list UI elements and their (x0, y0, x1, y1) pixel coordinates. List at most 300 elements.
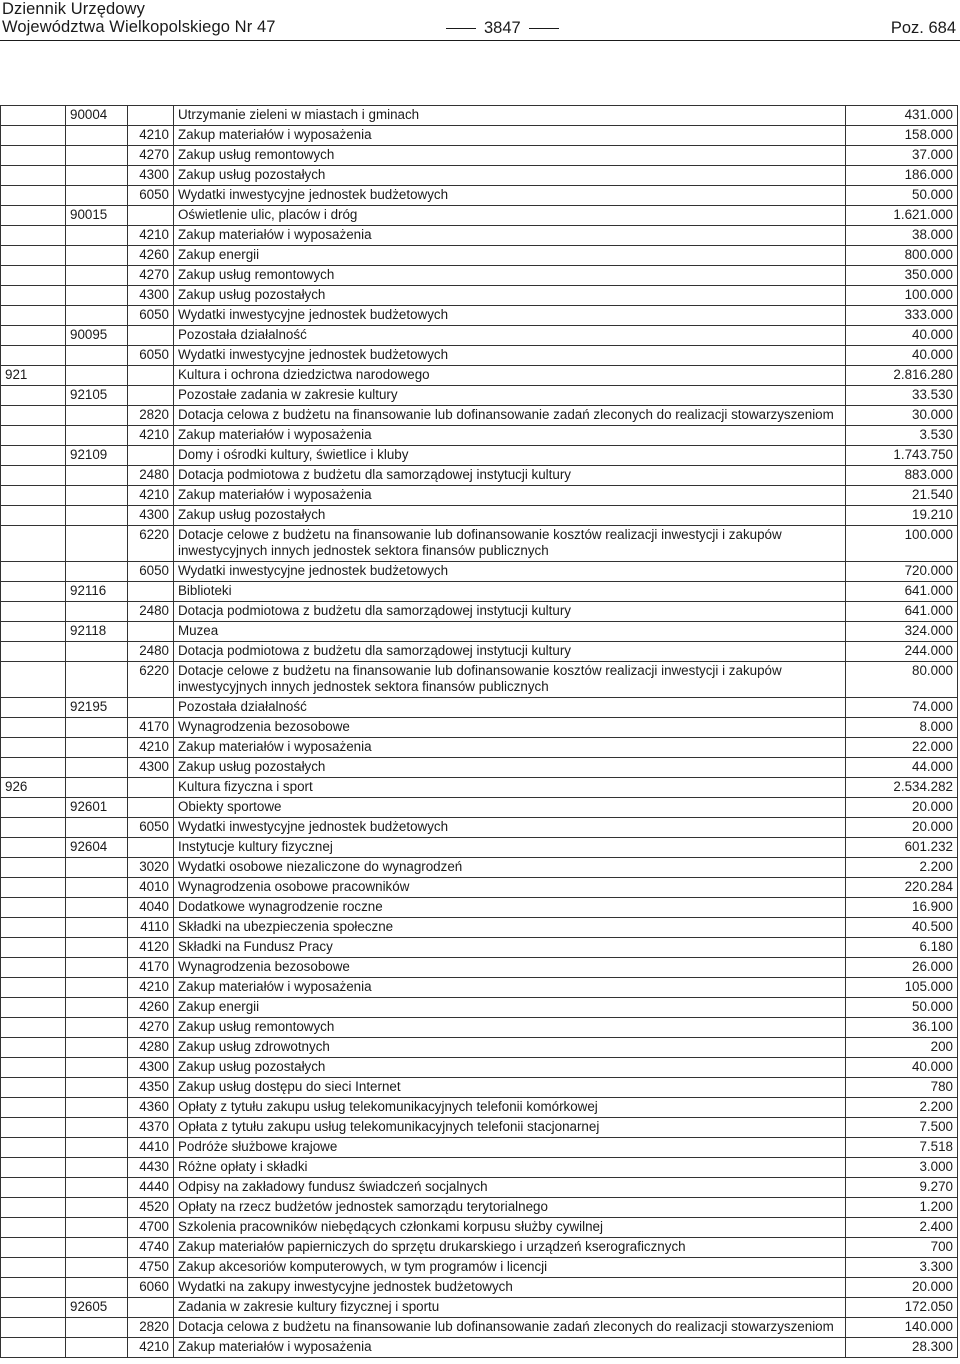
amount-cell: 324.000 (846, 622, 958, 642)
table-row (1, 858, 958, 878)
chapter-cell (66, 642, 128, 662)
division-cell (1, 1258, 66, 1278)
division-cell (1, 978, 66, 998)
paragraph-cell: 4210 (128, 1338, 174, 1358)
division-cell (1, 166, 66, 186)
amount-cell: 100.000 (846, 526, 958, 562)
table-row (1, 506, 958, 526)
table-row (1, 526, 958, 562)
division-cell: 926 (1, 778, 66, 798)
division-cell (1, 1018, 66, 1038)
paragraph-cell (128, 582, 174, 602)
description-cell: Zakup usług remontowych (174, 1018, 846, 1038)
chapter-cell: 92118 (66, 622, 128, 642)
description-cell: Wydatki inwestycyjne jednostek budżetowych (174, 562, 846, 582)
chapter-cell (66, 266, 128, 286)
chapter-cell (66, 958, 128, 978)
description-cell: Zakup materiałów i wyposażenia (174, 1338, 846, 1358)
table-row (1, 1178, 958, 1198)
table-row (1, 1058, 958, 1078)
chapter-cell (66, 466, 128, 486)
table-row (1, 1078, 958, 1098)
paragraph-cell (128, 386, 174, 406)
chapter-cell (66, 366, 128, 386)
description-cell: Dotacje celowe z budżetu na finansowanie lub dofinansowanie kosztów realizacji inwestycji i zakupów inwestycyjnych innych jednostek sektora finansów publicznych (174, 662, 846, 698)
chapter-cell (66, 1338, 128, 1358)
amount-cell: 50.000 (846, 186, 958, 206)
description-cell: Podróże służbowe krajowe (174, 1138, 846, 1158)
chapter-cell: 92601 (66, 798, 128, 818)
paragraph-cell (128, 446, 174, 466)
division-cell (1, 622, 66, 642)
paragraph-cell: 4210 (128, 738, 174, 758)
amount-cell: 200 (846, 1038, 958, 1058)
paragraph-cell: 4300 (128, 506, 174, 526)
paragraph-cell: 2820 (128, 406, 174, 426)
division-cell (1, 1318, 66, 1338)
amount-cell: 3.530 (846, 426, 958, 446)
table-row (1, 778, 958, 798)
amount-cell: 1.621.000 (846, 206, 958, 226)
division-cell (1, 386, 66, 406)
description-cell: Zadania w zakresie kultury fizycznej i sportu (174, 1298, 846, 1318)
paragraph-cell: 4210 (128, 126, 174, 146)
table-row (1, 918, 958, 938)
description-cell: Wynagrodzenia osobowe pracowników (174, 878, 846, 898)
chapter-cell (66, 1278, 128, 1298)
paragraph-cell: 4430 (128, 1158, 174, 1178)
chapter-cell (66, 998, 128, 1018)
division-cell (1, 1158, 66, 1178)
table-row (1, 998, 958, 1018)
description-cell: Kultura fizyczna i sport (174, 778, 846, 798)
table-row (1, 146, 958, 166)
paragraph-cell: 4010 (128, 878, 174, 898)
amount-cell: 21.540 (846, 486, 958, 506)
amount-cell: 220.284 (846, 878, 958, 898)
description-cell: Dotacja podmiotowa z budżetu dla samorządowej instytucji kultury (174, 642, 846, 662)
division-cell (1, 958, 66, 978)
paragraph-cell (128, 838, 174, 858)
description-cell: Wydatki inwestycyjne jednostek budżetowych (174, 346, 846, 366)
amount-cell: 3.300 (846, 1258, 958, 1278)
description-cell: Składki na ubezpieczenia społeczne (174, 918, 846, 938)
chapter-cell (66, 918, 128, 938)
table-row (1, 818, 958, 838)
paragraph-cell: 2480 (128, 642, 174, 662)
chapter-cell (66, 738, 128, 758)
budget-table (0, 105, 958, 1358)
paragraph-cell: 3020 (128, 858, 174, 878)
division-cell (1, 506, 66, 526)
division-cell (1, 1218, 66, 1238)
paragraph-cell (128, 698, 174, 718)
division-cell (1, 738, 66, 758)
page-header (0, 0, 960, 40)
amount-cell: 3.000 (846, 1158, 958, 1178)
description-cell: Zakup usług remontowych (174, 146, 846, 166)
division-cell (1, 582, 66, 602)
table-row (1, 126, 958, 146)
description-cell: Biblioteki (174, 582, 846, 602)
amount-cell: 9.270 (846, 1178, 958, 1198)
table-row (1, 106, 958, 126)
table-row (1, 1018, 958, 1038)
paragraph-cell: 4270 (128, 266, 174, 286)
amount-cell: 700 (846, 1238, 958, 1258)
header-rule (0, 40, 960, 41)
description-cell: Wydatki inwestycyjne jednostek budżetowych (174, 186, 846, 206)
division-cell (1, 938, 66, 958)
description-cell: Zakup materiałów i wyposażenia (174, 978, 846, 998)
chapter-cell: 92105 (66, 386, 128, 406)
chapter-cell (66, 602, 128, 622)
amount-cell: 2.200 (846, 858, 958, 878)
table-row (1, 1258, 958, 1278)
amount-cell: 7.518 (846, 1138, 958, 1158)
paragraph-cell: 4210 (128, 486, 174, 506)
division-cell (1, 1338, 66, 1358)
chapter-cell (66, 562, 128, 582)
amount-cell: 720.000 (846, 562, 958, 582)
description-cell: Różne opłaty i składki (174, 1158, 846, 1178)
table-row (1, 622, 958, 642)
amount-cell: 28.300 (846, 1338, 958, 1358)
paragraph-cell: 4170 (128, 718, 174, 738)
description-cell: Pozostała działalność (174, 698, 846, 718)
division-cell (1, 486, 66, 506)
description-cell: Dotacja celowa z budżetu na finansowanie lub dofinansowanie zadań zleconych do realizacji stowarzyszeniom (174, 406, 846, 426)
chapter-cell (66, 506, 128, 526)
amount-cell: 2.816.280 (846, 366, 958, 386)
amount-cell: 40.500 (846, 918, 958, 938)
division-cell (1, 758, 66, 778)
amount-cell: 641.000 (846, 582, 958, 602)
chapter-cell (66, 246, 128, 266)
amount-cell: 16.900 (846, 898, 958, 918)
paragraph-cell: 4360 (128, 1098, 174, 1118)
description-cell: Opłata z tytułu zakupu usług telekomunikacyjnych telefonii stacjonarnej (174, 1118, 846, 1138)
chapter-cell (66, 1118, 128, 1138)
division-cell (1, 1138, 66, 1158)
amount-cell: 172.050 (846, 1298, 958, 1318)
description-cell: Wynagrodzenia bezosobowe (174, 718, 846, 738)
table-row (1, 1338, 958, 1358)
paragraph-cell: 4210 (128, 978, 174, 998)
amount-cell: 105.000 (846, 978, 958, 998)
budget-table-body (1, 106, 958, 1358)
paragraph-cell: 6050 (128, 818, 174, 838)
paragraph-cell: 4270 (128, 1018, 174, 1038)
table-row (1, 1138, 958, 1158)
table-row (1, 562, 958, 582)
table-row (1, 1118, 958, 1138)
amount-cell: 20.000 (846, 1278, 958, 1298)
table-row (1, 346, 958, 366)
table-row (1, 958, 958, 978)
page-number-block (438, 19, 567, 37)
table-row (1, 718, 958, 738)
amount-cell: 37.000 (846, 146, 958, 166)
chapter-cell: 90095 (66, 326, 128, 346)
chapter-cell (66, 486, 128, 506)
amount-cell: 50.000 (846, 998, 958, 1018)
division-cell (1, 1278, 66, 1298)
division-cell (1, 326, 66, 346)
division-cell (1, 1058, 66, 1078)
description-cell: Odpisy na zakładowy fundusz świadczeń socjalnych (174, 1178, 846, 1198)
table-row (1, 838, 958, 858)
table-row (1, 166, 958, 186)
division-cell (1, 446, 66, 466)
description-cell: Oświetlenie ulic, placów i dróg (174, 206, 846, 226)
description-cell: Wydatki na zakupy inwestycyjne jednostek budżetowych (174, 1278, 846, 1298)
description-cell: Wydatki inwestycyjne jednostek budżetowych (174, 306, 846, 326)
division-cell (1, 466, 66, 486)
paragraph-cell: 4440 (128, 1178, 174, 1198)
division-cell (1, 562, 66, 582)
dash-left (446, 28, 476, 29)
paragraph-cell: 4210 (128, 226, 174, 246)
amount-cell: 244.000 (846, 642, 958, 662)
description-cell: Zakup materiałów i wyposażenia (174, 426, 846, 446)
paragraph-cell: 4210 (128, 426, 174, 446)
table-row (1, 426, 958, 446)
table-row (1, 1038, 958, 1058)
division-cell (1, 1098, 66, 1118)
division-cell (1, 798, 66, 818)
division-cell (1, 642, 66, 662)
amount-cell: 158.000 (846, 126, 958, 146)
amount-cell: 350.000 (846, 266, 958, 286)
chapter-cell (66, 1138, 128, 1158)
division-cell (1, 146, 66, 166)
paragraph-cell: 4300 (128, 286, 174, 306)
paragraph-cell: 4170 (128, 958, 174, 978)
table-row (1, 878, 958, 898)
amount-cell: 1.200 (846, 1198, 958, 1218)
table-row (1, 446, 958, 466)
description-cell: Pozostała działalność (174, 326, 846, 346)
division-cell (1, 226, 66, 246)
division-cell (1, 1118, 66, 1138)
description-cell: Zakup usług pozostałych (174, 286, 846, 306)
division-cell (1, 266, 66, 286)
chapter-cell (66, 1058, 128, 1078)
description-cell: Dotacja podmiotowa z budżetu dla samorządowej instytucji kultury (174, 466, 846, 486)
table-row (1, 978, 958, 998)
paragraph-cell (128, 1298, 174, 1318)
division-cell (1, 426, 66, 446)
division-cell (1, 106, 66, 126)
table-row (1, 466, 958, 486)
chapter-cell: 92116 (66, 582, 128, 602)
amount-cell: 22.000 (846, 738, 958, 758)
paragraph-cell: 6050 (128, 306, 174, 326)
amount-cell: 40.000 (846, 1058, 958, 1078)
amount-cell: 6.180 (846, 938, 958, 958)
division-cell (1, 698, 66, 718)
paragraph-cell: 4260 (128, 246, 174, 266)
table-row (1, 386, 958, 406)
division-cell (1, 206, 66, 226)
position-label: Poz. 684 (890, 19, 956, 37)
table-row (1, 186, 958, 206)
division-cell (1, 878, 66, 898)
table-row (1, 326, 958, 346)
paragraph-cell: 6050 (128, 562, 174, 582)
chapter-cell: 90015 (66, 206, 128, 226)
paragraph-cell: 4700 (128, 1218, 174, 1238)
table-row (1, 642, 958, 662)
division-cell (1, 718, 66, 738)
amount-cell: 100.000 (846, 286, 958, 306)
journal-title-line1: Dziennik Urzędowy (2, 0, 145, 18)
table-row (1, 226, 958, 246)
paragraph-cell: 4110 (128, 918, 174, 938)
amount-cell: 2.200 (846, 1098, 958, 1118)
paragraph-cell: 6050 (128, 346, 174, 366)
paragraph-cell: 4260 (128, 998, 174, 1018)
chapter-cell (66, 758, 128, 778)
page-number: 3847 (484, 19, 521, 37)
amount-cell: 20.000 (846, 798, 958, 818)
chapter-cell (66, 878, 128, 898)
amount-cell: 883.000 (846, 466, 958, 486)
amount-cell: 333.000 (846, 306, 958, 326)
paragraph-cell: 4740 (128, 1238, 174, 1258)
description-cell: Zakup akcesoriów komputerowych, w tym programów i licencji (174, 1258, 846, 1278)
description-cell: Zakup materiałów i wyposażenia (174, 486, 846, 506)
table-row (1, 898, 958, 918)
paragraph-cell (128, 206, 174, 226)
chapter-cell (66, 406, 128, 426)
paragraph-cell (128, 622, 174, 642)
division-cell (1, 126, 66, 146)
table-row (1, 1318, 958, 1338)
chapter-cell (66, 1318, 128, 1338)
description-cell: Zakup energii (174, 246, 846, 266)
division-cell (1, 662, 66, 698)
description-cell: Dotacje celowe z budżetu na finansowanie lub dofinansowanie kosztów realizacji inwestycji i zakupów inwestycyjnych innych jednostek sektora finansów publicznych (174, 526, 846, 562)
division-cell (1, 306, 66, 326)
table-row (1, 246, 958, 266)
table-row (1, 266, 958, 286)
description-cell: Muzea (174, 622, 846, 642)
amount-cell: 30.000 (846, 406, 958, 426)
description-cell: Zakup energii (174, 998, 846, 1018)
description-cell: Obiekty sportowe (174, 798, 846, 818)
paragraph-cell (128, 106, 174, 126)
chapter-cell (66, 1238, 128, 1258)
table-row (1, 1278, 958, 1298)
amount-cell: 780 (846, 1078, 958, 1098)
amount-cell: 74.000 (846, 698, 958, 718)
chapter-cell (66, 1038, 128, 1058)
division-cell (1, 1238, 66, 1258)
description-cell: Zakup materiałów i wyposażenia (174, 738, 846, 758)
table-row (1, 1218, 958, 1238)
chapter-cell (66, 126, 128, 146)
division-cell (1, 346, 66, 366)
table-row (1, 798, 958, 818)
paragraph-cell: 6050 (128, 186, 174, 206)
table-row (1, 366, 958, 386)
division-cell (1, 858, 66, 878)
journal-title (2, 0, 276, 36)
description-cell: Zakup usług pozostałych (174, 506, 846, 526)
chapter-cell (66, 426, 128, 446)
chapter-cell (66, 286, 128, 306)
chapter-cell: 92604 (66, 838, 128, 858)
amount-cell: 26.000 (846, 958, 958, 978)
amount-cell: 186.000 (846, 166, 958, 186)
chapter-cell (66, 818, 128, 838)
chapter-cell (66, 226, 128, 246)
paragraph-cell: 4300 (128, 1058, 174, 1078)
paragraph-cell: 6220 (128, 526, 174, 562)
description-cell: Zakup materiałów papierniczych do sprzętu drukarskiego i urządzeń kserograficznych (174, 1238, 846, 1258)
division-cell: 921 (1, 366, 66, 386)
paragraph-cell (128, 798, 174, 818)
table-row (1, 486, 958, 506)
amount-cell: 40.000 (846, 326, 958, 346)
description-cell: Wynagrodzenia bezosobowe (174, 958, 846, 978)
table-row (1, 758, 958, 778)
description-cell: Zakup usług pozostałych (174, 166, 846, 186)
paragraph-cell: 4120 (128, 938, 174, 958)
amount-cell: 80.000 (846, 662, 958, 698)
division-cell (1, 918, 66, 938)
description-cell: Składki na Fundusz Pracy (174, 938, 846, 958)
paragraph-cell: 4040 (128, 898, 174, 918)
division-cell (1, 186, 66, 206)
paragraph-cell: 4410 (128, 1138, 174, 1158)
amount-cell: 44.000 (846, 758, 958, 778)
description-cell: Wydatki inwestycyjne jednostek budżetowych (174, 818, 846, 838)
description-cell: Utrzymanie zieleni w miastach i gminach (174, 106, 846, 126)
division-cell (1, 898, 66, 918)
amount-cell: 601.232 (846, 838, 958, 858)
division-cell (1, 1038, 66, 1058)
amount-cell: 20.000 (846, 818, 958, 838)
chapter-cell (66, 1178, 128, 1198)
description-cell: Zakup usług zdrowotnych (174, 1038, 846, 1058)
amount-cell: 800.000 (846, 246, 958, 266)
description-cell: Szkolenia pracowników niebędących członkami korpusu służby cywilnej (174, 1218, 846, 1238)
division-cell (1, 1198, 66, 1218)
amount-cell: 33.530 (846, 386, 958, 406)
division-cell (1, 1178, 66, 1198)
paragraph-cell: 4270 (128, 146, 174, 166)
chapter-cell: 92109 (66, 446, 128, 466)
table-row (1, 306, 958, 326)
chapter-cell (66, 1078, 128, 1098)
description-cell: Pozostałe zadania w zakresie kultury (174, 386, 846, 406)
paragraph-cell: 4520 (128, 1198, 174, 1218)
chapter-cell (66, 898, 128, 918)
division-cell (1, 1298, 66, 1318)
table-row (1, 602, 958, 622)
amount-cell: 36.100 (846, 1018, 958, 1038)
paragraph-cell (128, 778, 174, 798)
paragraph-cell: 6220 (128, 662, 174, 698)
amount-cell: 1.743.750 (846, 446, 958, 466)
amount-cell: 2.534.282 (846, 778, 958, 798)
chapter-cell (66, 306, 128, 326)
description-cell: Wydatki osobowe niezaliczone do wynagrodzeń (174, 858, 846, 878)
table-row (1, 1158, 958, 1178)
